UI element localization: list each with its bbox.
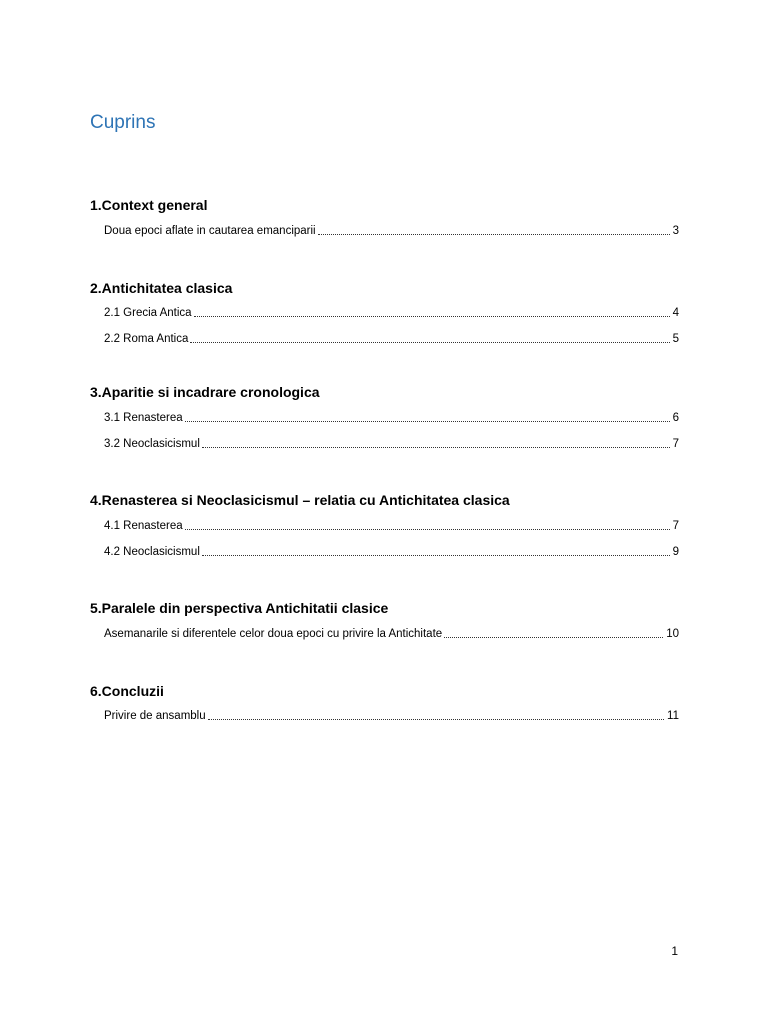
toc-entry-page: 4 [672, 307, 679, 319]
toc-entry-label: 4.2 Neoclasicismul [104, 546, 200, 558]
toc-title: Cuprins [90, 112, 156, 133]
toc-entry[interactable] [104, 518, 679, 534]
dot-leader [185, 528, 670, 530]
footer-page-number: 1 [671, 944, 678, 958]
toc-entry[interactable] [104, 410, 679, 426]
dot-leader [444, 636, 663, 638]
section-heading-renasterea-neoclasicismul: 4.Renasterea si Neoclasicismul – relatia cu Antichitatea clasica [90, 492, 510, 508]
toc-entry[interactable] [104, 544, 679, 560]
toc-entry-label: 2.2 Roma Antica [104, 333, 189, 345]
toc-entry-label: Privire de ansamblu [104, 710, 206, 722]
dot-leader [190, 341, 669, 343]
toc-entry[interactable] [104, 626, 679, 642]
toc-entry-page: 9 [672, 546, 679, 558]
toc-entry-page: 3 [672, 225, 679, 237]
toc-entry-label: 4.1 Renasterea [104, 520, 183, 532]
dot-leader [185, 420, 670, 422]
dot-leader [202, 446, 670, 448]
dot-leader [194, 315, 670, 317]
toc-entry-label: Asemanarile si diferentele celor doua epoci cu privire la Antichitate [104, 628, 443, 640]
dot-leader [202, 554, 670, 556]
toc-entry-page: 5 [672, 333, 679, 345]
toc-entry[interactable] [104, 223, 679, 239]
dot-leader [318, 233, 670, 235]
toc-entry-label: Doua epoci aflate in cautarea emanciparii [104, 225, 316, 237]
toc-entry-page: 6 [672, 412, 679, 424]
section-heading-concluzii: 6.Concluzii [90, 683, 164, 699]
toc-entry-label: 2.1 Grecia Antica [104, 307, 192, 319]
toc-entry-page: 11 [667, 710, 679, 722]
toc-entry[interactable] [104, 708, 679, 724]
toc-entry-page: 10 [666, 628, 679, 640]
section-heading-aparitie: 3.Aparitie si incadrare cronologica [90, 384, 320, 400]
toc-entry[interactable] [104, 436, 679, 452]
dot-leader [208, 718, 664, 720]
section-heading-context-general: 1.Context general [90, 197, 208, 213]
toc-entry[interactable] [104, 305, 679, 321]
section-heading-paralele: 5.Paralele din perspectiva Antichitatii clasice [90, 600, 389, 616]
toc-entry-page: 7 [672, 520, 679, 532]
toc-entry-page: 7 [672, 438, 679, 450]
toc-entry-label: 3.2 Neoclasicismul [104, 438, 200, 450]
toc-entry-label: 3.1 Renasterea [104, 412, 183, 424]
section-heading-antichitatea-clasica: 2.Antichitatea clasica [90, 280, 233, 296]
toc-entry[interactable] [104, 331, 679, 347]
